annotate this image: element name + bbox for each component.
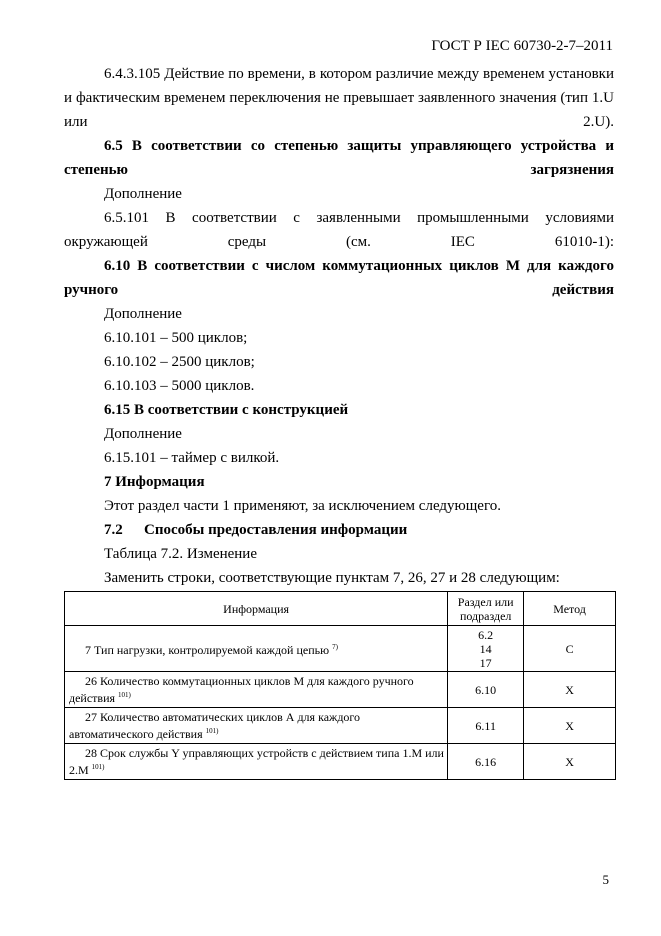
document-body xyxy=(64,62,614,780)
row-section: 6.11 xyxy=(448,708,524,744)
list-item: 6.10.103 – 5000 циклов. xyxy=(104,378,255,394)
row-method: C xyxy=(524,626,616,672)
list-item: 6.15.101 – таймер с вилкой. xyxy=(104,450,280,466)
page-header: ГОСТ Р IEC 60730-2-7–2011 xyxy=(431,38,613,54)
row-method: X xyxy=(524,708,616,744)
header-section: Раздел или подраздел xyxy=(448,592,524,626)
row-method: X xyxy=(524,744,616,780)
table-row xyxy=(65,744,616,780)
paragraph-7: Этот раздел части 1 применяют, за исключением следующего. xyxy=(104,498,501,514)
table-header-row xyxy=(65,592,616,626)
header-info: Информация xyxy=(65,592,448,626)
heading-6-10: 6.10 В соответствии с числом коммутационных циклов М для каждого ручного действия xyxy=(64,258,614,298)
table-row xyxy=(65,672,616,708)
addition-label: Дополнение xyxy=(104,306,182,322)
list-item: 6.10.101 – 500 циклов; xyxy=(104,330,248,346)
table-row xyxy=(65,626,616,672)
table-caption: Таблица 7.2. Изменение xyxy=(104,546,257,562)
row-info: 26 Количество коммутационных циклов М для каждого ручного действия $^{101)}$ xyxy=(65,672,448,708)
row-info: 28 Срок службы Y управляющих устройств с действием типа 1.M или 2.M $^{101)}$ xyxy=(65,744,448,780)
table-row xyxy=(65,708,616,744)
heading-7: 7 Информация xyxy=(104,474,205,490)
information-table xyxy=(64,591,616,780)
row-section: 6.10 xyxy=(448,672,524,708)
row-section: 6.16 xyxy=(448,744,524,780)
row-method: X xyxy=(524,672,616,708)
addition-label: Дополнение xyxy=(104,426,182,442)
paragraph-6-5-101: 6.5.101 В соответствии с заявленными промышленными условиями окружающей среды (см. IEC 61010-1): xyxy=(64,210,614,250)
replace-instruction: Заменить строки, соответствующие пунктам 7, 26, 27 и 28 следующим: xyxy=(104,570,560,586)
addition-label: Дополнение xyxy=(104,186,182,202)
list-item: 6.10.102 – 2500 циклов; xyxy=(104,354,255,370)
page-number: 5 xyxy=(602,872,609,887)
heading-7-2: 7.2 Способы предоставления информации xyxy=(104,522,408,538)
row-info: 27 Количество автоматических циклов А для каждого автоматического действия $^{101)}$ xyxy=(65,708,448,744)
heading-6-5: 6.5 В соответствии со степенью защиты управляющего устройства и степенью загрязнения xyxy=(64,138,614,178)
header-method: Метод xyxy=(524,592,616,626)
paragraph-6-4-3-105: 6.4.3.105 Действие по времени, в котором различие между временем установки и фактическим временем переключения не превышает заявленного значения (тип 1.U или 2.U). xyxy=(64,66,614,130)
heading-6-15: 6.15 В соответствии с конструкцией xyxy=(104,402,349,418)
row-section: 6.2 14 17 xyxy=(448,626,524,672)
row-info: 7 Тип нагрузки, контролируемой каждой цепью $^{7)}$ xyxy=(65,626,448,672)
